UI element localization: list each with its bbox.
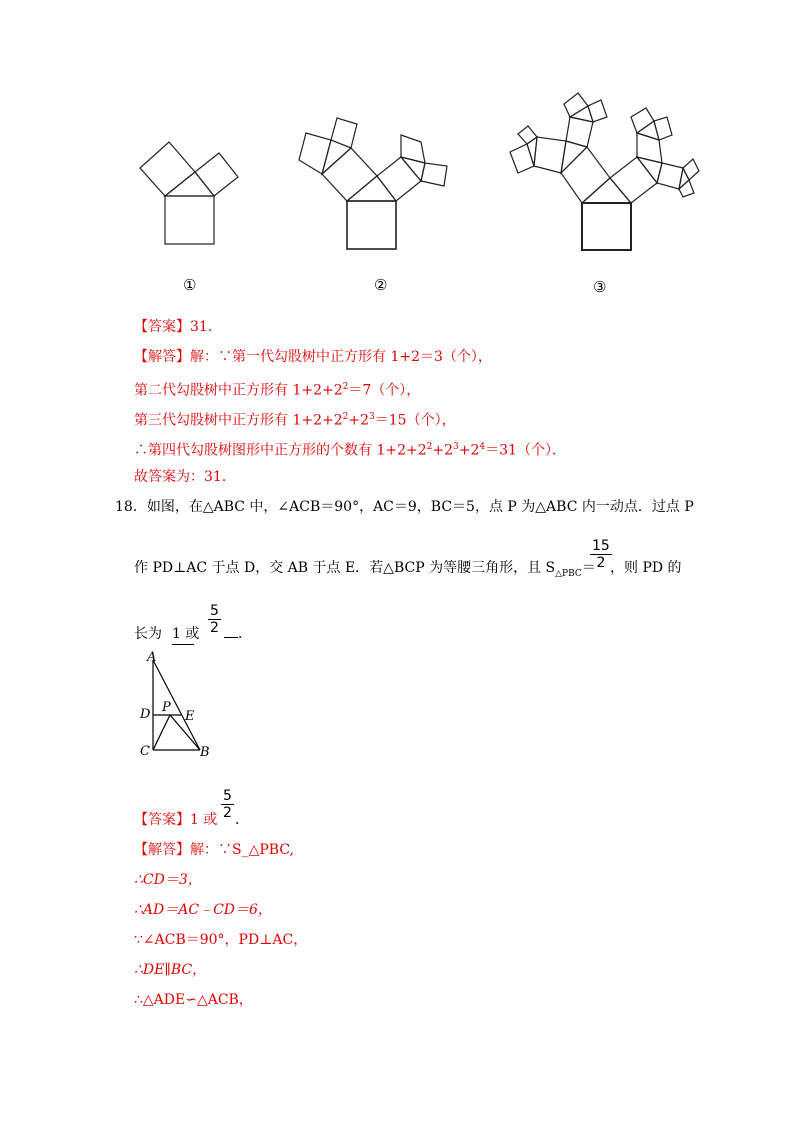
figure-label-2: ② xyxy=(374,276,388,294)
answer-18: 【答案】1 或 xyxy=(134,812,218,828)
answer-17 xyxy=(134,317,222,337)
solution-18-line-1: 【解答】解：∵S_△PBC, xyxy=(134,842,294,858)
figure-label-1: ① xyxy=(183,276,197,294)
answer-18-end: ． xyxy=(235,812,249,828)
vertex-b-label: B xyxy=(200,745,210,760)
point-p-label: P xyxy=(162,700,171,715)
answer-tag: 【答案】 xyxy=(134,812,190,828)
solution-18-line-2: ∴CD＝3， xyxy=(134,872,202,888)
solution-17-line-2: 第二代勾股树中正方形有 $1+2+2^2=7$（个）， xyxy=(134,382,421,399)
tree-figure-3 xyxy=(510,93,699,250)
vertex-a-label: A xyxy=(147,650,157,665)
area-fraction: $\frac{15}{2}$ xyxy=(592,538,610,571)
solution-17-line-4: ∴第四代勾股树图形中正方形的个数有 $1+2+2^2+2^3+2^4=31$（个）． xyxy=(134,442,566,459)
blank-fraction: $\frac{5}{2}$ xyxy=(210,603,219,636)
question-18-line-2: 作 PD⊥AC 于点 D，交 AB 于点 E．若△BCP 为等腰三角形，且 $S_{\triangle PBC}=$ xyxy=(134,560,596,579)
solution-18-line-6: ∴△ADE∽△ACB， xyxy=(134,992,253,1008)
solution-17-line-1: 【解答】解：∵第一代勾股树中正方形有 1+2＝3（个）， xyxy=(134,349,492,365)
point-e-label: E xyxy=(185,709,195,724)
answer-blank: 1 或 xyxy=(172,624,194,645)
solution-18-line-4: ∵∠ACB＝90°，PD⊥AC， xyxy=(134,932,308,948)
answer-tag: 【答案】 xyxy=(134,319,190,335)
point-d-label: D xyxy=(140,707,151,722)
question-18-line-3: 长为 xyxy=(134,626,162,642)
answer-blank-tail: ． xyxy=(224,624,252,644)
solution-18-line-3: ∴AD＝AC﹣CD＝6， xyxy=(134,902,272,918)
question-number: 18． xyxy=(115,499,147,515)
figure-label-3: ③ xyxy=(593,278,607,296)
answer-value: 31． xyxy=(190,319,222,335)
question-18-line-2-end: ，则 PD 的 xyxy=(610,560,682,576)
solution-17-line-3: 第三代勾股树中正方形有 $1+2+2^2+2^3=15$（个）， xyxy=(134,412,456,429)
segment-cp xyxy=(153,715,170,750)
tree-figure-1 xyxy=(140,142,238,244)
solution-17-line-5: 故答案为：31． xyxy=(134,469,236,485)
answer-18-fraction: $\frac{5}{2}$ xyxy=(223,788,232,821)
solution-tag: 【解答】 xyxy=(134,349,190,365)
solution-tag: 【解答】 xyxy=(134,842,190,858)
tree-figure-2 xyxy=(299,118,447,249)
vertex-c-label: C xyxy=(140,744,150,759)
pythagoras-tree-figures xyxy=(0,0,800,300)
solution-18-line-5: ∴DE∥BC， xyxy=(134,962,207,978)
question-18-line-1: 18．如图，在△ABC 中，∠ACB＝90°，AC＝9，BC＝5，点 P 为△ABC 内一动点．过点 P xyxy=(115,499,694,515)
